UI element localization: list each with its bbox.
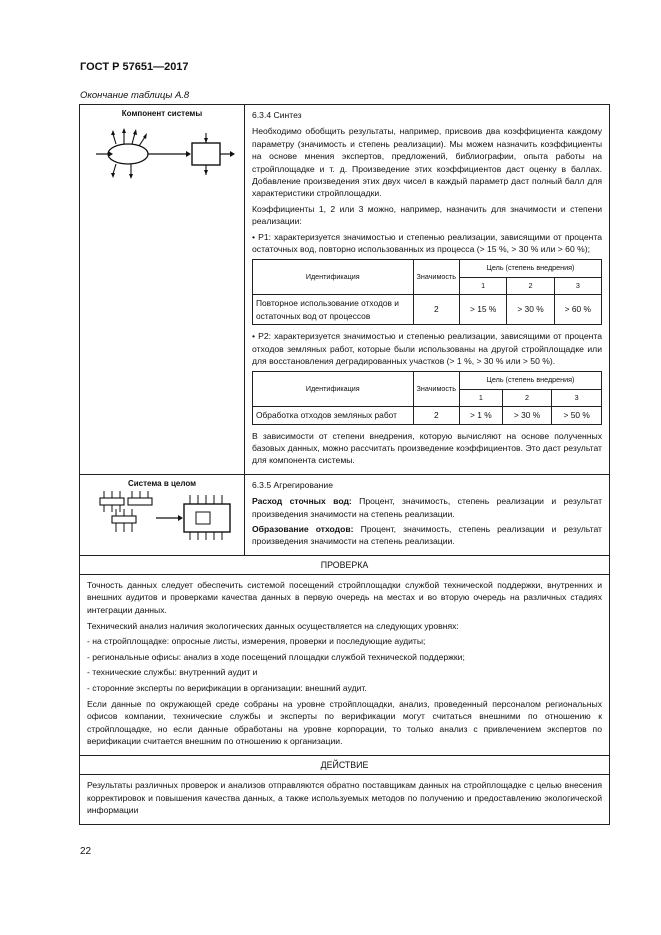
item2-bold: Образование отходов: (252, 523, 354, 534)
standard-code: ГОСТ Р 57651—2017 (80, 61, 189, 73)
check-para1: Точность данных следует обеспечить системой посещений стройплощадки службой технической поддержки, внутренних и внешних аудитов и проверками качества данных в первую очередь на местах и во вторую очередь на различных стадиях интеграции данных. (87, 579, 602, 615)
p1-row-val-3: > 60 % (554, 295, 601, 325)
check-item-2: - региональные офисы: анализ в ходе посещений площадки службой технической поддержки; (87, 651, 465, 662)
check-para2: Технический анализ наличия экологических данных осуществляется на следующих уровнях: (87, 620, 459, 631)
item1-bold: Расход сточных вод: (252, 496, 352, 507)
p2-col-goal: Цель (степень внедрения) (460, 372, 602, 389)
p2-level-2: 2 (502, 389, 552, 406)
check-header: ПРОВЕРКА (80, 556, 609, 575)
action-section (80, 756, 609, 824)
synthesis-para1: Необходимо обобщить результаты, например, присвоив два коэффициента каждому параметру (значимость и степень реализации). Мы можем назначить коэффициенты на основе мнения экспертов, предложений, библиографии, опыта работы на стройплощадке и т. д. Произведение этих коэффициентов даст оценку в баллах. Добавление произведения этих двух чисел в каждый параметр даст полный балл для характеристики стройплощадки. (252, 126, 602, 199)
p2-row-label: Обработка отходов земляных работ (253, 407, 414, 424)
p1-row-label: Повторное использование отходов и остаточных вод от процессов (253, 295, 414, 325)
p2-level-3: 3 (552, 389, 602, 406)
system-cell (80, 475, 245, 555)
p2-level-1: 1 (460, 389, 503, 406)
p1-level-2: 2 (507, 277, 554, 294)
system-title: Система в целом (127, 478, 197, 488)
section-aggregation: 6.3.5 Агрегирование (252, 479, 333, 490)
p1-col-sig: Значимость (413, 260, 459, 295)
action-para1: Результаты различных проверок и анализов отправляются обратно поставщикам данных на стройплощадке с целью внесения корректировок и повышения качества данных, а также используемых методов по получению и предоставлению экологической информации (87, 779, 602, 816)
p1-row-sig: 2 (413, 295, 459, 325)
item2-text: Процент, значимость, степень реализации и результат произведения значимости на степень реализации. (252, 523, 602, 547)
page-number: 22 (80, 846, 92, 857)
p1-text: • P1: характеризуется значимостью и степенью реализации, зависящими от процента остаточных вод, повторно использованных из процесса (> 15 %, > 30 % или > 60 %); (252, 231, 602, 255)
component-title: Компонент системы (121, 109, 203, 118)
p2-col-ident: Идентификация (253, 372, 414, 407)
p1-level-1: 1 (460, 277, 507, 294)
synthesis-para2: Коэффициенты 1, 2 или 3 можно, например, назначить для значимости и степени реализации: (252, 203, 602, 227)
aggregation-item2 (252, 523, 602, 548)
table-caption: Окончание таблицы А.8 (80, 90, 190, 101)
item1-text: Процент, значимость, степень реализации и результат произведения значимости на степень реализации. (252, 496, 603, 519)
p1-col-ident: Идентификация (253, 260, 414, 295)
check-item-1: - на стройплощадке: опросные листы, измерения, проверки и последующие аудиты; (87, 636, 426, 647)
p2-row-val-1: > 1 % (460, 407, 503, 424)
p2-row-val-3: > 50 % (552, 407, 602, 424)
component-content (245, 105, 609, 474)
system-whole-diagram (86, 488, 236, 542)
main-table (79, 104, 610, 825)
p2-row-sig: 2 (413, 407, 459, 424)
aggregation-item1 (252, 495, 602, 520)
p2-row-val-2: > 30 % (502, 407, 552, 424)
check-item-3: - технические службы: внутренний аудит и (87, 667, 258, 678)
synthesis-para3: В зависимости от степени внедрения, которую вычисляют на основе полученных базовых данных, можно рассчитать произведение коэффициентов. Это даст результат для компонента системы. (252, 430, 602, 466)
system-row (80, 475, 609, 556)
action-body (80, 775, 609, 824)
p2-col-sig: Значимость (413, 372, 459, 407)
p1-row-val-2: > 30 % (507, 295, 554, 325)
system-content (245, 475, 609, 555)
p2-text: • P2: характеризуется значимостью и степенью реализации, зависящими от процента отходов земляных работ, которые были использованы на другой стройплощадке или для восстановления деградированных участков (> 1 %, > 30 % или > 50 %). (252, 331, 602, 366)
check-para3: Если данные по окружающей среде собраны на уровне стройплощадки, анализ, проведенный персоналом региональных офисов компании, технические службы и эксперты по верификации могут считаться внешними по отношению к стройплощадке, но если данные обработаны на уровне корпорации, то только анализ с привлечением экспертов по верификации считается внешним по отношению к организации. (87, 698, 602, 747)
component-row (80, 105, 609, 475)
check-item-4: - сторонние эксперты по верификации в организации: внешний аудит. (87, 682, 367, 693)
check-body (80, 575, 609, 755)
p1-row-val-1: > 15 % (460, 295, 507, 325)
p2-table (252, 371, 602, 424)
check-section (80, 556, 609, 756)
p1-col-goal: Цель (степень внедрения) (460, 260, 602, 277)
system-component-diagram (86, 118, 236, 183)
section-synthesis: 6.3.4 Синтез (252, 110, 302, 120)
action-header: ДЕЙСТВИЕ (80, 756, 609, 775)
p1-level-3: 3 (554, 277, 601, 294)
component-cell (80, 105, 245, 474)
p1-table (252, 259, 602, 325)
